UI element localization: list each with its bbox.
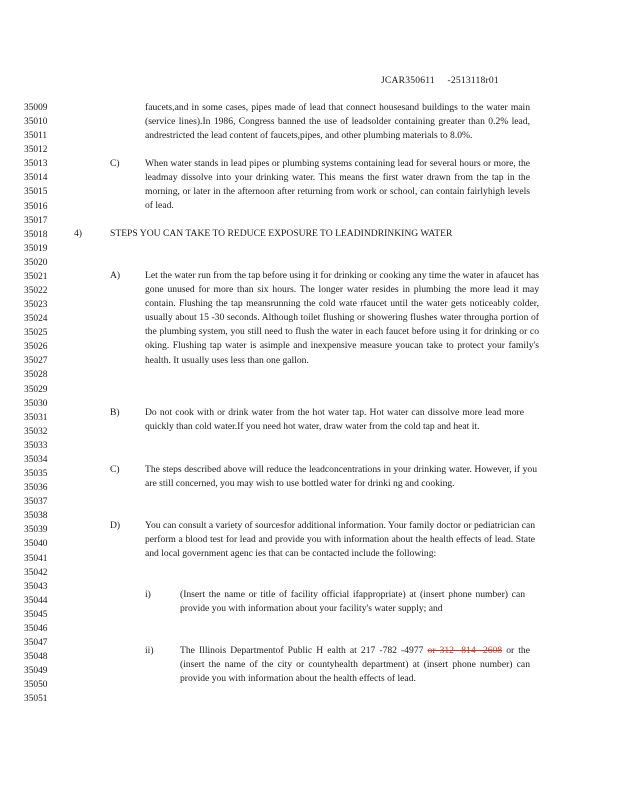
deleted-phone-number: or 312 -814 -2608 — [427, 645, 503, 656]
line-number: 35024 — [24, 314, 48, 325]
line-number: 35038 — [24, 511, 48, 522]
line-number: 35021 — [24, 271, 48, 282]
paragraph-a-run-water: Let the water run from the tap before using it for drinking or cooking any time the water in afaucet has gone unused for more than six hours. The longer water resides in plumbing the more lead it may contain. Flushing the tap meansrunning the cold wate rfaucet until the water gets noticeably colder, usually about 15 -30 seconds. Although toilet flushing or showering flushes water througha portion of the plumbing system, you still need to flush the water in each faucet before using it for drinking or co oking. Flushing tap water is asimple and inexpensive measure youcan take to protect your family's health. It usually uses less than one gallon. — [145, 270, 539, 366]
line-number: 35016 — [24, 201, 48, 212]
item-label-b: B) — [110, 407, 120, 418]
paragraph-d-consult-sources: You can consult a variety of sourcesfor additional information. Your family doctor or pediatrician can perform a blood test for lead and provide you with information about the health effects of lead. State and local government agenc ies that can be contacted include the following: — [145, 520, 535, 560]
line-number: 35019 — [24, 243, 48, 254]
item-label-c: C) — [110, 158, 120, 169]
line-number: 35020 — [24, 257, 48, 268]
paragraph-b-hot-water: Do not cook with or drink water from the hot water tap. Hot water can dissolve more lead more quickly than cold water.If you need hot water, draw water from the cold tap and heat it. — [145, 407, 524, 433]
line-number: 35033 — [24, 440, 48, 451]
line-number: 35048 — [24, 652, 48, 663]
line-number: 35041 — [24, 553, 48, 564]
paragraph-lead-pipes-continued: faucets,and in some cases, pipes made of lead that connect housesand buildings to the water main (service lines).In 1986, Congress banned the use of leadsolder containing greater than 0.2% lead, andrestricted the lead content of faucets,pipes, and other plumbing materials to 8.0%. — [145, 102, 530, 142]
contact-text-intro: The Illinois Departmentof Public H ealth at 217 -782 -4977 — [180, 645, 424, 656]
section-heading: STEPS YOU CAN TAKE TO REDUCE EXPOSURE TO LEADINDRINKING WATER — [110, 228, 453, 239]
line-number: 35043 — [24, 581, 48, 592]
section-number: 4) — [74, 228, 82, 239]
item-label-d: D) — [110, 520, 121, 531]
line-number: 35023 — [24, 300, 48, 311]
line-number: 35039 — [24, 525, 48, 536]
line-number: 35050 — [24, 680, 48, 691]
line-number: 35009 — [24, 103, 48, 113]
line-number: 35011 — [24, 131, 48, 142]
line-number: 35013 — [24, 159, 48, 170]
paragraph-c-standing-water: When water stands in lead pipes or plumbing systems containing lead for several hours or more, the leadmay dissolve into your drinking water. This means the first water drawn from the tap in the morning, or later in the afternoon after returning from work or school, can contain fairlyhigh levels of lead. — [145, 158, 530, 212]
document-code: JCAR350611 — [381, 75, 435, 86]
line-number: 35047 — [24, 637, 48, 648]
line-number: 35012 — [24, 145, 48, 156]
line-number: 35025 — [24, 328, 48, 339]
line-number: 35030 — [24, 398, 48, 409]
line-number: 35036 — [24, 483, 48, 494]
line-number: 35028 — [24, 370, 48, 381]
paragraph-i-facility-official: (Insert the name or title of facility official ifappropriate) at (insert phone number) can provide you with information about your facility's water supply; and — [180, 589, 525, 615]
line-number: 35040 — [24, 539, 48, 550]
line-number: 35031 — [24, 412, 48, 423]
document-header — [381, 75, 499, 86]
line-number: 35045 — [24, 609, 48, 620]
line-number: 35051 — [24, 694, 48, 705]
line-number: 35010 — [24, 117, 48, 128]
line-number: 35029 — [24, 384, 48, 395]
line-number: 35034 — [24, 454, 48, 465]
line-number: 35044 — [24, 595, 48, 606]
line-number: 35037 — [24, 497, 48, 508]
subitem-label-ii: ii) — [145, 645, 154, 656]
line-number: 35032 — [24, 426, 48, 437]
contact-text-rest: or the (insert the name of the city or countyhealth department) at (insert phone number) can provide you with information about the health effects of lead. — [180, 645, 530, 685]
line-number: 35022 — [24, 286, 48, 297]
line-number: 35046 — [24, 623, 48, 634]
line-number-column — [24, 101, 47, 706]
line-number: 35027 — [24, 356, 48, 367]
item-label-a: A) — [110, 270, 121, 281]
item-label-c2: C) — [110, 464, 120, 475]
line-number: 35026 — [24, 342, 48, 353]
line-number: 35042 — [24, 567, 48, 578]
line-number: 35017 — [24, 215, 48, 226]
line-number: 35014 — [24, 173, 48, 184]
subitem-label-i: i) — [145, 589, 151, 600]
document-revision-code: -2513118r01 — [447, 75, 499, 86]
line-number: 35015 — [24, 187, 48, 198]
paragraph-c-bottled-water: The steps described above will reduce the leadconcentrations in your drinking water. However, if you are still concerned, you may wish to use bottled water for drinki ng and cooking. — [145, 464, 537, 490]
line-number: 35035 — [24, 469, 48, 480]
line-number: 35018 — [24, 229, 48, 240]
line-number: 35049 — [24, 666, 48, 677]
paragraph-ii-health-department — [180, 644, 530, 686]
